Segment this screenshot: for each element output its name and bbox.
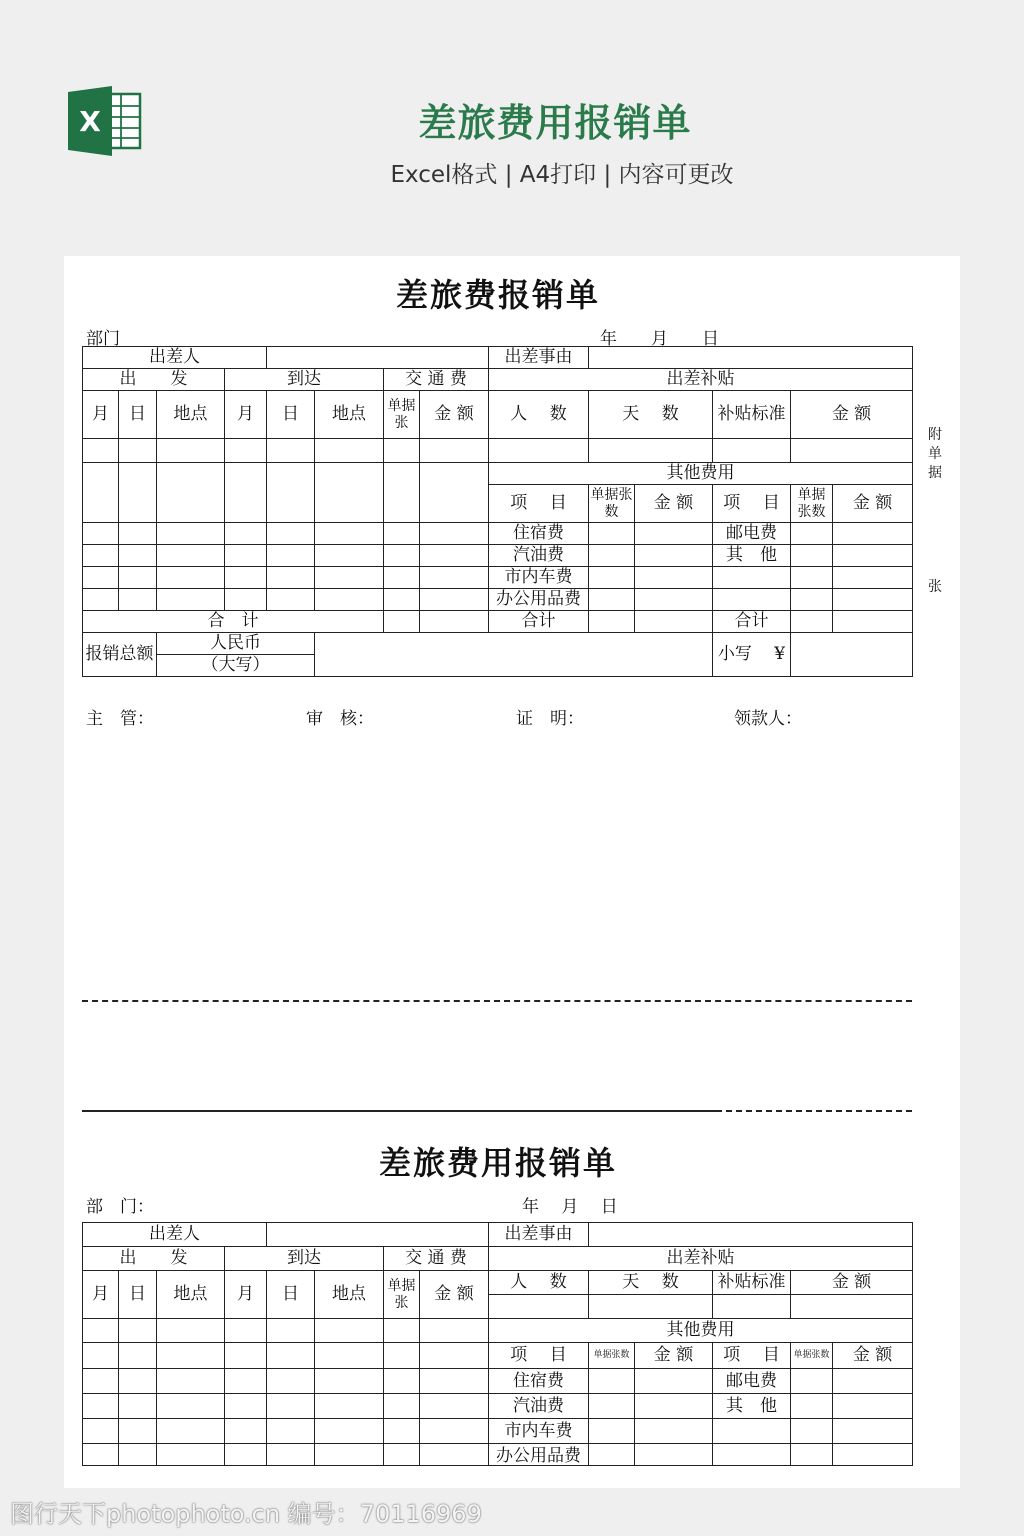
cell[interactable] (267, 1369, 315, 1394)
cell[interactable] (420, 545, 489, 567)
cell[interactable] (225, 567, 267, 589)
capital-amount-field[interactable] (315, 633, 713, 677)
cell[interactable] (267, 1444, 315, 1466)
cell[interactable] (635, 1419, 713, 1444)
cell[interactable] (267, 567, 315, 589)
col-amount: 金 额 (833, 485, 913, 523)
cell[interactable] (225, 463, 267, 523)
fee-city: 市内车费 (489, 1419, 589, 1444)
cell[interactable] (225, 545, 267, 567)
sig-proof: 证 明： (516, 709, 584, 729)
cell[interactable] (225, 1343, 267, 1369)
cell[interactable] (420, 589, 489, 611)
col-people: 人 数 (489, 391, 589, 439)
cell[interactable] (119, 567, 157, 589)
cell[interactable] (83, 1394, 119, 1419)
cell[interactable] (791, 589, 833, 611)
page-subtitle: Excel格式 | A4打印 | 内容可更改 (390, 162, 734, 188)
col-item: 项 目 (489, 485, 589, 523)
cell[interactable] (267, 1343, 315, 1369)
col-day: 日 (267, 1271, 315, 1319)
signature-line (86, 704, 916, 729)
total-label: 合 计 (83, 611, 384, 633)
col-receipt-count: 单据张数 (791, 1343, 833, 1369)
cell[interactable] (225, 1419, 267, 1444)
cell[interactable] (119, 463, 157, 523)
cell[interactable] (83, 523, 119, 545)
cell[interactable] (384, 523, 420, 545)
cell[interactable] (489, 1295, 589, 1319)
form2-title: 差旅费用报销单 (378, 1144, 617, 1182)
cell[interactable] (791, 567, 833, 589)
fee-lodging: 住宿费 (489, 523, 589, 545)
cell[interactable] (225, 1394, 267, 1419)
cell[interactable] (315, 589, 384, 611)
cell[interactable] (119, 1319, 157, 1343)
other-fees-label: 其他费用 (489, 1319, 913, 1343)
cell[interactable] (420, 439, 489, 463)
dept-label: 部 门： (86, 1197, 154, 1217)
total-label: 合计 (489, 611, 589, 633)
cell[interactable] (225, 523, 267, 545)
cell[interactable] (384, 589, 420, 611)
cell[interactable] (83, 1444, 119, 1466)
cell[interactable] (791, 523, 833, 545)
cut-line (716, 1110, 912, 1112)
date-label: 年 月 日 (522, 1197, 618, 1217)
allowance-label: 出差补贴 (489, 1247, 913, 1271)
cell[interactable] (589, 523, 635, 545)
cell[interactable] (589, 1369, 635, 1394)
other-fees-label: 其他费用 (489, 463, 913, 485)
col-month: 月 (225, 1271, 267, 1319)
cell[interactable] (225, 589, 267, 611)
reason-label: 出差事由 (489, 1223, 589, 1247)
reason-field[interactable] (589, 1223, 913, 1247)
cell[interactable] (157, 1394, 225, 1419)
fee-postal: 邮电费 (713, 523, 791, 545)
cell[interactable] (384, 1419, 420, 1444)
cell[interactable] (267, 545, 315, 567)
cell[interactable] (635, 1444, 713, 1466)
cell[interactable] (83, 567, 119, 589)
col-month: 月 (83, 1271, 119, 1319)
cell[interactable] (635, 1394, 713, 1419)
cell[interactable] (420, 1343, 489, 1369)
cell[interactable] (791, 1295, 913, 1319)
cell[interactable] (791, 611, 833, 633)
fee-postal: 邮电费 (713, 1369, 791, 1394)
cell[interactable] (83, 589, 119, 611)
form1-table (82, 346, 913, 677)
cell[interactable] (420, 523, 489, 545)
cell[interactable] (384, 1369, 420, 1394)
cell[interactable] (267, 1419, 315, 1444)
cell[interactable] (420, 1394, 489, 1419)
cell[interactable] (83, 1319, 119, 1343)
cell[interactable] (635, 589, 713, 611)
col-standard: 补贴标准 (713, 391, 791, 439)
fee-fuel: 汽油费 (489, 545, 589, 567)
arrive-label: 到达 (225, 1247, 384, 1271)
col-month: 月 (225, 391, 267, 439)
cell[interactable] (315, 439, 384, 463)
form-paper (64, 256, 960, 1488)
cell[interactable] (119, 545, 157, 567)
col-month: 月 (83, 391, 119, 439)
col-place: 地点 (157, 391, 225, 439)
cell[interactable] (420, 1319, 489, 1343)
cell[interactable] (589, 1444, 635, 1466)
cell[interactable] (157, 545, 225, 567)
cell[interactable] (833, 611, 913, 633)
cell[interactable] (833, 545, 913, 567)
col-item: 项 目 (713, 485, 791, 523)
cell[interactable] (384, 1343, 420, 1369)
col-standard: 补贴标准 (713, 1271, 791, 1295)
cell[interactable] (315, 567, 384, 589)
fee-other: 其 他 (713, 545, 791, 567)
traveler-field[interactable] (267, 347, 489, 369)
cell[interactable] (267, 1394, 315, 1419)
fee-other: 其 他 (713, 1394, 791, 1419)
date-label: 年 月 日 (600, 329, 719, 349)
col-days: 天 数 (589, 1271, 713, 1295)
cell[interactable] (157, 567, 225, 589)
cell[interactable] (83, 1419, 119, 1444)
cell[interactable] (384, 611, 420, 633)
cell[interactable] (83, 545, 119, 567)
cell[interactable] (83, 1343, 119, 1369)
cell[interactable] (119, 439, 157, 463)
cell[interactable] (713, 1419, 791, 1444)
cell[interactable] (119, 1394, 157, 1419)
cell[interactable] (157, 1369, 225, 1394)
fee-office: 办公用品费 (489, 1444, 589, 1466)
cell[interactable] (384, 1394, 420, 1419)
col-amount: 金 额 (635, 485, 713, 523)
svg-text:X: X (79, 105, 101, 138)
col-place: 地点 (315, 391, 384, 439)
cell[interactable] (384, 439, 420, 463)
col-receipt-count: 单据张数 (589, 485, 635, 523)
fee-office: 办公用品费 (489, 589, 589, 611)
cell[interactable] (384, 567, 420, 589)
cut-line (82, 1000, 912, 1002)
col-day: 日 (267, 391, 315, 439)
sig-supervisor: 主 管： (86, 709, 154, 729)
cell[interactable] (384, 545, 420, 567)
cell[interactable] (315, 1319, 384, 1343)
cell[interactable] (833, 1444, 913, 1466)
cell[interactable] (791, 1419, 833, 1444)
col-days: 天 数 (589, 391, 713, 439)
cell[interactable] (420, 611, 489, 633)
form1-title: 差旅费报销单 (395, 276, 600, 314)
arrive-label: 到达 (225, 369, 384, 391)
cell[interactable] (315, 1369, 384, 1394)
small-amount-label: 小写 ¥ (713, 633, 791, 677)
col-amount: 金 额 (635, 1343, 713, 1369)
cell[interactable] (713, 567, 791, 589)
cell[interactable] (589, 439, 713, 463)
allowance-label: 出差补贴 (489, 369, 913, 391)
col-receipt-count: 单据张数 (791, 485, 833, 523)
cell[interactable] (157, 463, 225, 523)
cell[interactable] (589, 589, 635, 611)
transport-label: 交 通 费 (384, 369, 489, 391)
cell[interactable] (119, 1419, 157, 1444)
cell[interactable] (791, 545, 833, 567)
cell[interactable] (315, 1419, 384, 1444)
cell[interactable] (791, 1369, 833, 1394)
cell[interactable] (267, 463, 315, 523)
cell[interactable] (267, 523, 315, 545)
col-amount: 金 额 (833, 1343, 913, 1369)
cell[interactable] (157, 1343, 225, 1369)
cell[interactable] (791, 1394, 833, 1419)
cell[interactable] (384, 463, 420, 523)
cell[interactable] (83, 439, 119, 463)
cell[interactable] (420, 1444, 489, 1466)
form2-table (82, 1222, 913, 1466)
depart-label: 出 发 (83, 369, 225, 391)
cell[interactable] (157, 1419, 225, 1444)
cell[interactable] (589, 1394, 635, 1419)
col-day: 日 (119, 1271, 157, 1319)
cell[interactable] (315, 545, 384, 567)
cell[interactable] (635, 567, 713, 589)
traveler-field[interactable] (267, 1223, 489, 1247)
rmb-label: 人民币 (157, 633, 315, 655)
cell[interactable] (315, 463, 384, 523)
page-header (0, 0, 1024, 230)
cell[interactable] (635, 545, 713, 567)
fee-lodging: 住宿费 (489, 1369, 589, 1394)
cell[interactable] (225, 1319, 267, 1343)
col-amount: 金 额 (420, 391, 489, 439)
total-label: 合计 (713, 611, 791, 633)
cell[interactable] (833, 1394, 913, 1419)
fee-fuel: 汽油费 (489, 1394, 589, 1419)
small-amount-field[interactable] (791, 633, 913, 677)
sig-review: 审 核： (306, 709, 374, 729)
cell[interactable] (384, 1319, 420, 1343)
cell[interactable] (83, 463, 119, 523)
traveler-label: 出差人 (83, 1223, 267, 1247)
cell[interactable] (589, 567, 635, 589)
reimb-total-label: 报销总额 (83, 633, 157, 677)
col-amount: 金 额 (791, 1271, 913, 1295)
cell[interactable] (713, 1444, 791, 1466)
cell[interactable] (420, 1419, 489, 1444)
cell[interactable] (635, 1369, 713, 1394)
cell[interactable] (315, 1444, 384, 1466)
cell[interactable] (589, 1295, 713, 1319)
cell[interactable] (225, 1369, 267, 1394)
cell[interactable] (833, 1419, 913, 1444)
col-day: 日 (119, 391, 157, 439)
cell[interactable] (420, 567, 489, 589)
cell[interactable] (119, 1369, 157, 1394)
dept-label: 部门 (86, 329, 120, 349)
separator-line (82, 1110, 716, 1112)
capital-label: （大写） (157, 655, 315, 677)
cell[interactable] (420, 1369, 489, 1394)
cell[interactable] (589, 1419, 635, 1444)
col-receipt: 单据张 (384, 391, 420, 439)
cell[interactable] (384, 1444, 420, 1466)
cell[interactable] (119, 523, 157, 545)
cell[interactable] (315, 1394, 384, 1419)
fee-city: 市内车费 (489, 567, 589, 589)
cell[interactable] (157, 1319, 225, 1343)
page-title: 差旅费用报销单 (418, 101, 692, 145)
col-amount: 金 额 (791, 391, 913, 439)
form1-header-line (86, 324, 920, 349)
depart-label: 出 发 (83, 1247, 225, 1271)
cell[interactable] (157, 589, 225, 611)
cell[interactable] (833, 567, 913, 589)
cell[interactable] (225, 1444, 267, 1466)
col-receipt-count: 单据张数 (589, 1343, 635, 1369)
form2-header-line (86, 1192, 920, 1217)
reason-field[interactable] (589, 347, 913, 369)
cell[interactable] (635, 611, 713, 633)
attach-note: 附单据 (928, 427, 942, 481)
transport-label: 交 通 费 (384, 1247, 489, 1271)
cell[interactable] (267, 439, 315, 463)
cell[interactable] (589, 545, 635, 567)
cell[interactable] (157, 523, 225, 545)
col-people: 人 数 (489, 1271, 589, 1295)
cell[interactable] (119, 1343, 157, 1369)
col-receipt: 单据张 (384, 1271, 420, 1319)
cell[interactable] (267, 589, 315, 611)
cell[interactable] (119, 1444, 157, 1466)
cell[interactable] (713, 589, 791, 611)
cell[interactable] (713, 1295, 791, 1319)
cell[interactable] (589, 611, 635, 633)
cell[interactable] (713, 439, 791, 463)
col-item: 项 目 (489, 1343, 589, 1369)
cell[interactable] (315, 523, 384, 545)
cell[interactable] (157, 1444, 225, 1466)
cell[interactable] (791, 1444, 833, 1466)
cell[interactable] (157, 439, 225, 463)
col-item: 项 目 (713, 1343, 791, 1369)
sig-recipient: 领款人： (734, 709, 802, 729)
col-place: 地点 (157, 1271, 225, 1319)
cell[interactable] (119, 589, 157, 611)
cell[interactable] (833, 589, 913, 611)
cell[interactable] (791, 439, 913, 463)
traveler-label: 出差人 (83, 347, 267, 369)
col-amount: 金 额 (420, 1271, 489, 1319)
cell[interactable] (635, 523, 713, 545)
col-place: 地点 (315, 1271, 384, 1319)
cell[interactable] (833, 523, 913, 545)
watermark-text: 图行天下photophoto.cn 编号：70116969 (10, 1500, 482, 1528)
cell[interactable] (225, 439, 267, 463)
cell[interactable] (833, 1369, 913, 1394)
cell[interactable] (489, 439, 589, 463)
cell[interactable] (267, 1319, 315, 1343)
reason-label: 出差事由 (489, 347, 589, 369)
attach-zhang: 张 (928, 579, 942, 595)
cell[interactable] (315, 1343, 384, 1369)
cell[interactable] (420, 463, 489, 523)
cell[interactable] (83, 1369, 119, 1394)
